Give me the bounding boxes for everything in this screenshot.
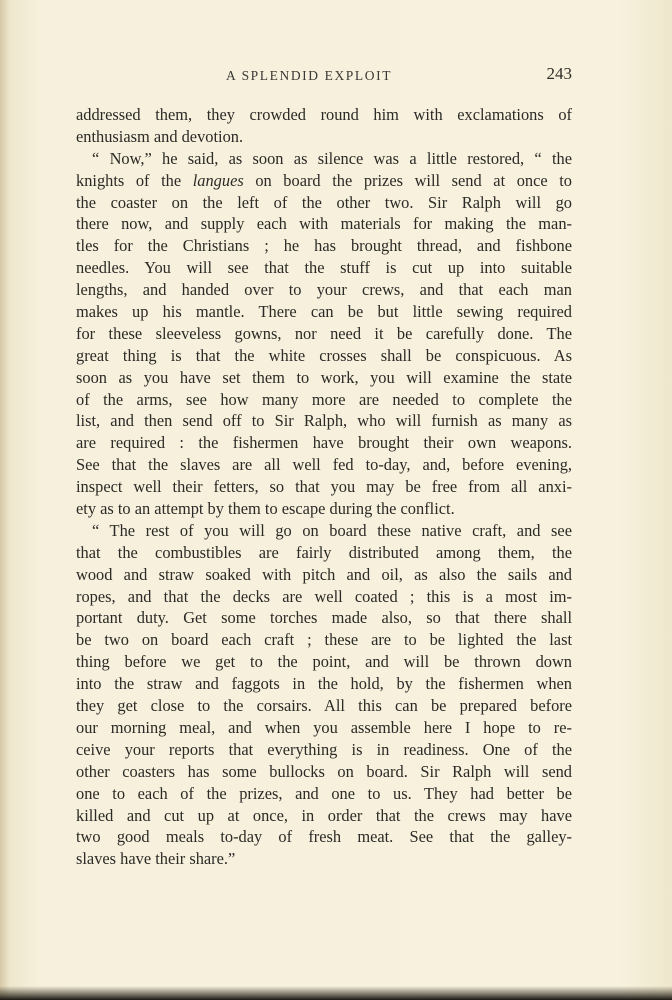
text-line: into the straw and faggots in the hold, by the fishermen when <box>76 674 572 694</box>
text-line: ceive your reports that everything is in readiness. One of the <box>76 739 572 759</box>
text-line: list, and then send off to Sir Ralph, who will furnish as many as <box>76 411 572 431</box>
text-line-with-italic <box>76 170 572 192</box>
page-number: 243 <box>546 64 572 83</box>
running-head <box>76 64 572 90</box>
text-line: for these sleeveless gowns, nor need it be carefully done. The <box>76 323 572 343</box>
text-line: portant duty. Get some torches made also, so that there shall <box>76 608 572 628</box>
text-line: of the arms, see how many more are needed to complete the <box>76 389 572 409</box>
text-line: wood and straw soaked with pitch and oil, as also the sails and <box>76 564 572 584</box>
text-line: the coaster on the left of the other two. Sir Ralph will go <box>76 192 572 212</box>
text-line: inspect well their fetters, so that you may be free from all anxi- <box>76 477 572 497</box>
text-line: ropes, and that the decks are well coated ; this is a most im- <box>76 586 572 606</box>
text-line: two good meals to-day of fresh meat. See that the galley- <box>76 827 572 847</box>
text-line: makes up his mantle. There can be but little sewing required <box>76 302 572 322</box>
text-line: slaves have their share.” <box>76 849 236 869</box>
text-line: other coasters has some bullocks on board. Sir Ralph will send <box>76 761 572 781</box>
running-title: A SPLENDID EXPLOIT <box>226 68 393 83</box>
text-line: killed and cut up at once, in order that the crews may have <box>76 805 572 825</box>
text-line: addressed them, they crowded round him with exclamations of <box>76 105 572 124</box>
text-line: great thing is that the white crosses shall be conspicuous. As <box>76 345 572 365</box>
text-line: See that the slaves are all well fed to-day, and, before evening, <box>76 455 572 475</box>
text-line: be two on board each craft ; these are to be lighted the last <box>76 630 572 650</box>
text-line: tles for the Christians ; he has brought thread, and fishbone <box>76 236 572 256</box>
text-line: “ The rest of you will go on board these native craft, and see <box>92 520 572 540</box>
text-line: they get close to the corsairs. All this can be prepared before <box>76 696 572 716</box>
italic-word: langues <box>192 170 244 190</box>
text-line: ety as to an attempt by them to escape during the conflict. <box>76 499 455 519</box>
text-segment: knights of the <box>76 170 193 190</box>
text-line: our morning meal, and when you assemble here I hope to re- <box>76 717 572 737</box>
text-line: lengths, and handed over to your crews, and that each man <box>76 280 572 300</box>
page-bottom-edge <box>0 986 672 1000</box>
text-line: one to each of the prizes, and one to us. They had better be <box>76 783 572 803</box>
body-text <box>76 104 572 870</box>
text-line: needles. You will see that the stuff is cut up into suitable <box>76 258 572 278</box>
text-line: there now, and supply each with materials for making the man- <box>76 214 572 234</box>
text-line: “ Now,” he said, as soon as silence was a little restored, “ the <box>92 148 572 168</box>
text-line: are required : the fishermen have brought their own weapons. <box>76 433 572 453</box>
text-segment: on board the prizes will send at once to <box>243 170 572 190</box>
text-line: that the combustibles are fairly distributed among them, the <box>76 542 572 562</box>
text-line: thing before we get to the point, and will be thrown down <box>76 652 572 672</box>
text-line: enthusiasm and devotion. <box>76 126 244 146</box>
text-line: soon as you have set them to work, you will examine the state <box>76 367 572 387</box>
page-gutter-shading <box>0 0 10 1000</box>
